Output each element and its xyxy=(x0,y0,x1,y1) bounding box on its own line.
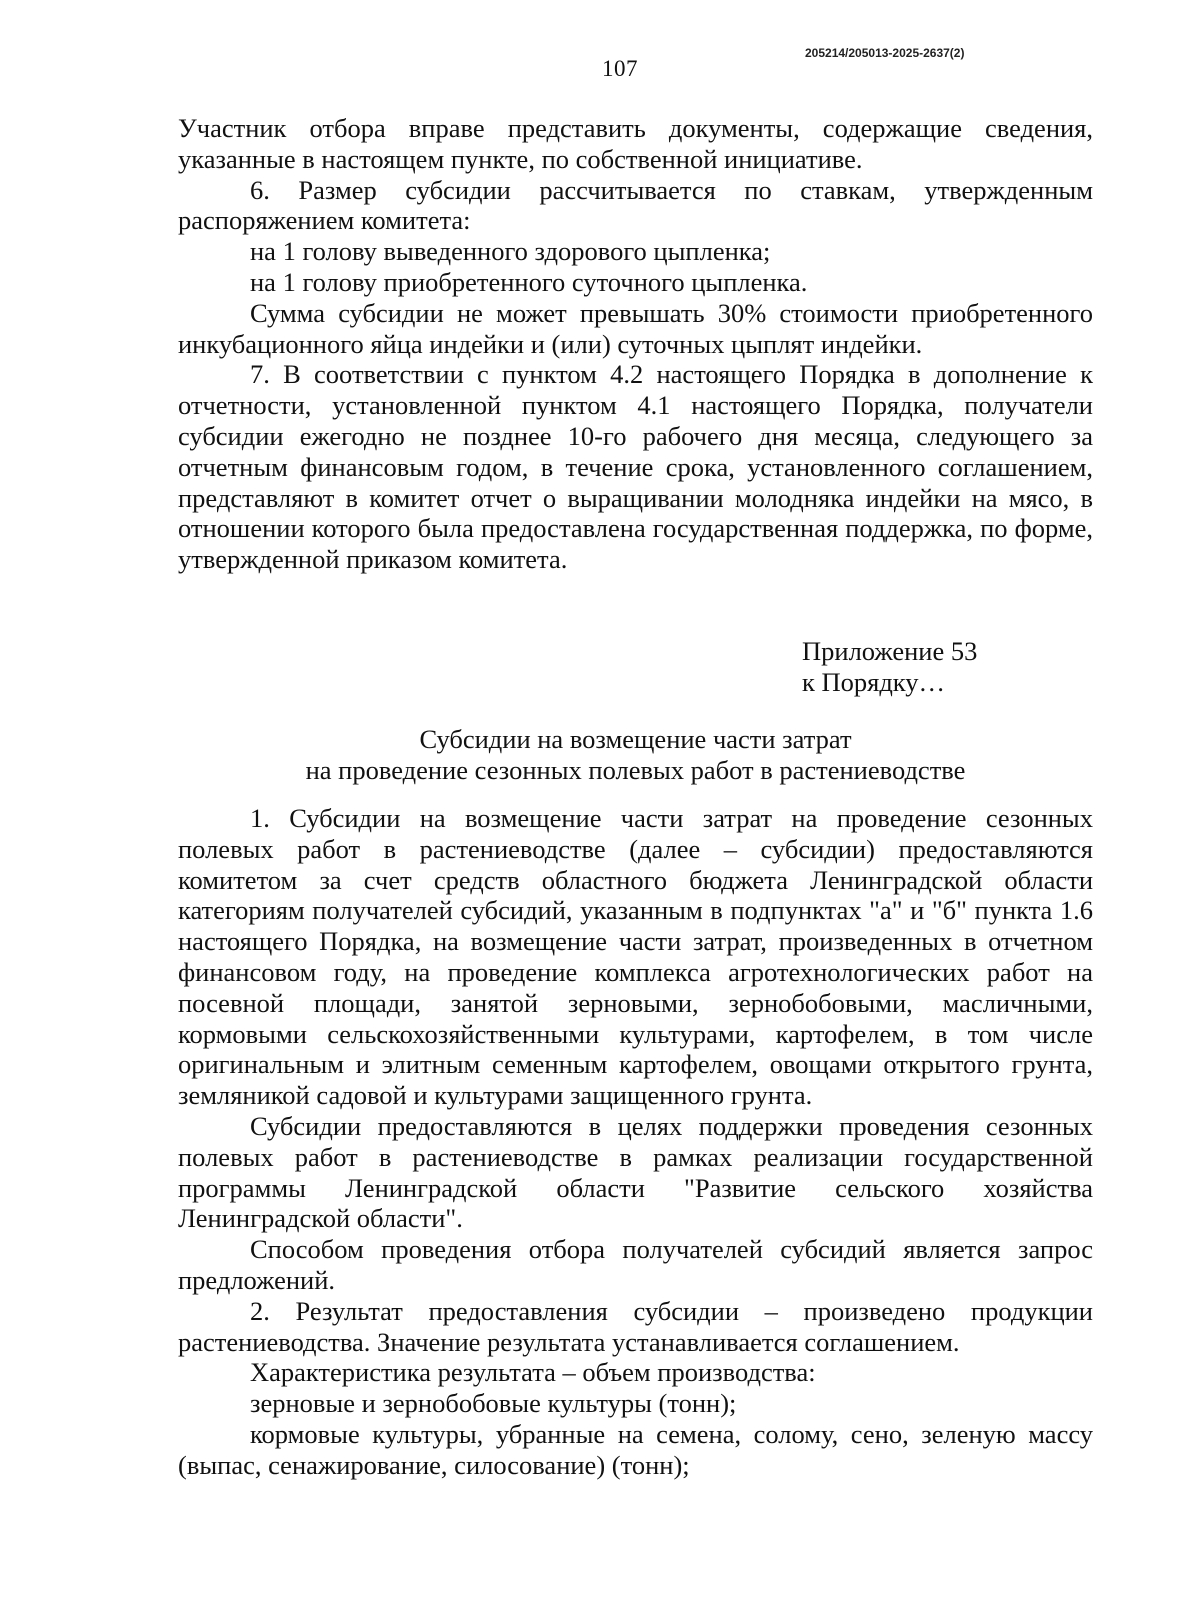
section-title xyxy=(178,724,1093,786)
section-title-line-2: на проведение сезонных полевых работ в растениеводстве xyxy=(305,755,966,785)
document-id: 205214/205013-2025-2637(2) xyxy=(805,46,965,60)
paragraph-item-2: 2. Результат предоставления субсидии – произведено продукции растениеводства. Значение результата устанавливается соглашением. xyxy=(178,1295,1093,1357)
appendix-line-2: к Порядку… xyxy=(802,667,946,697)
bottom-text-block xyxy=(178,803,1093,1481)
paragraph-rate-day-old-chick: на 1 голову приобретенного суточного цыпленка. xyxy=(250,266,808,297)
paragraph-result-characteristic: Характеристика результата – объем производства: xyxy=(250,1357,816,1388)
page-number: 107 xyxy=(602,56,638,81)
paragraph-selection-method: Способом проведения отбора получателей субсидий является запрос предложений. xyxy=(178,1234,1093,1295)
top-text-block xyxy=(178,113,1093,575)
paragraph-item-6: 6. Размер субсидии рассчитывается по ставкам, утвержденным распоряжением комитета: xyxy=(178,174,1093,236)
paragraph-rate-healthy-chick: на 1 голову выведенного здорового цыпленка; xyxy=(250,236,771,267)
appendix-line-1: Приложение 53 xyxy=(802,636,978,666)
paragraph-subsidy-limit: Сумма субсидии не может превышать 30% стоимости приобретенного инкубационного яйца индейки и (или) суточных цыплят индейки. xyxy=(178,297,1093,359)
appendix-reference xyxy=(802,636,977,698)
paragraph-fodder-crops: кормовые культуры, убранные на семена, солому, сено, зеленую массу (выпас, сенажирование, силосование) (тонн); xyxy=(178,1418,1093,1480)
paragraph-item-1: 1. Субсидии на возмещение части затрат на проведение сезонных полевых работ в растениеводстве (далее – субсидии) предоставляются комитетом за счет средств областного бюджета Ленинградской области категориям получателей субсидий, указанным в подпунктах "а" и "б" пункта 1.6 настоящего Порядка, на возмещение части затрат, произведенных в отчетном финансовом году, на проведение комплекса агротехнологических работ на посевной площади, занятой зерновыми, зернобобовыми, масличными, кормовыми сельскохозяйственными культурами, картофелем, в том числе оригинальным и элитным семенным картофелем, овощами открытого грунта, земляникой садовой и культурами защищенного грунта. xyxy=(178,803,1093,1111)
paragraph-grain-crops: зерновые и зернобобовые культуры (тонн); xyxy=(250,1388,737,1419)
paragraph-participant-docs: Участник отбора вправе представить документы, содержащие сведения, указанные в настоящем пункте, по собственной инициативе. xyxy=(178,113,1093,174)
paragraph-item-7: 7. В соответствии с пунктом 4.2 настоящего Порядка в дополнение к отчетности, установленной пунктом 4.1 настоящего Порядка, получатели субсидии ежегодно не позднее 10-го рабочего дня месяца, следующего за отчетным финансовым годом, в течение срока, установленного соглашением, представляют в комитет отчет о выращивании молодняка индейки на мясо, в отношении которого была предоставлена государственная поддержка, по форме, утвержденной приказом комитета. xyxy=(178,359,1093,575)
paragraph-purpose: Субсидии предоставляются в целях поддержки проведения сезонных полевых работ в растениеводстве в рамках реализации государственной программы Ленинградской области "Развитие сельского хозяйства Ленинградской области". xyxy=(178,1110,1093,1234)
section-title-line-1: Субсидии на возмещение части затрат xyxy=(419,724,852,754)
